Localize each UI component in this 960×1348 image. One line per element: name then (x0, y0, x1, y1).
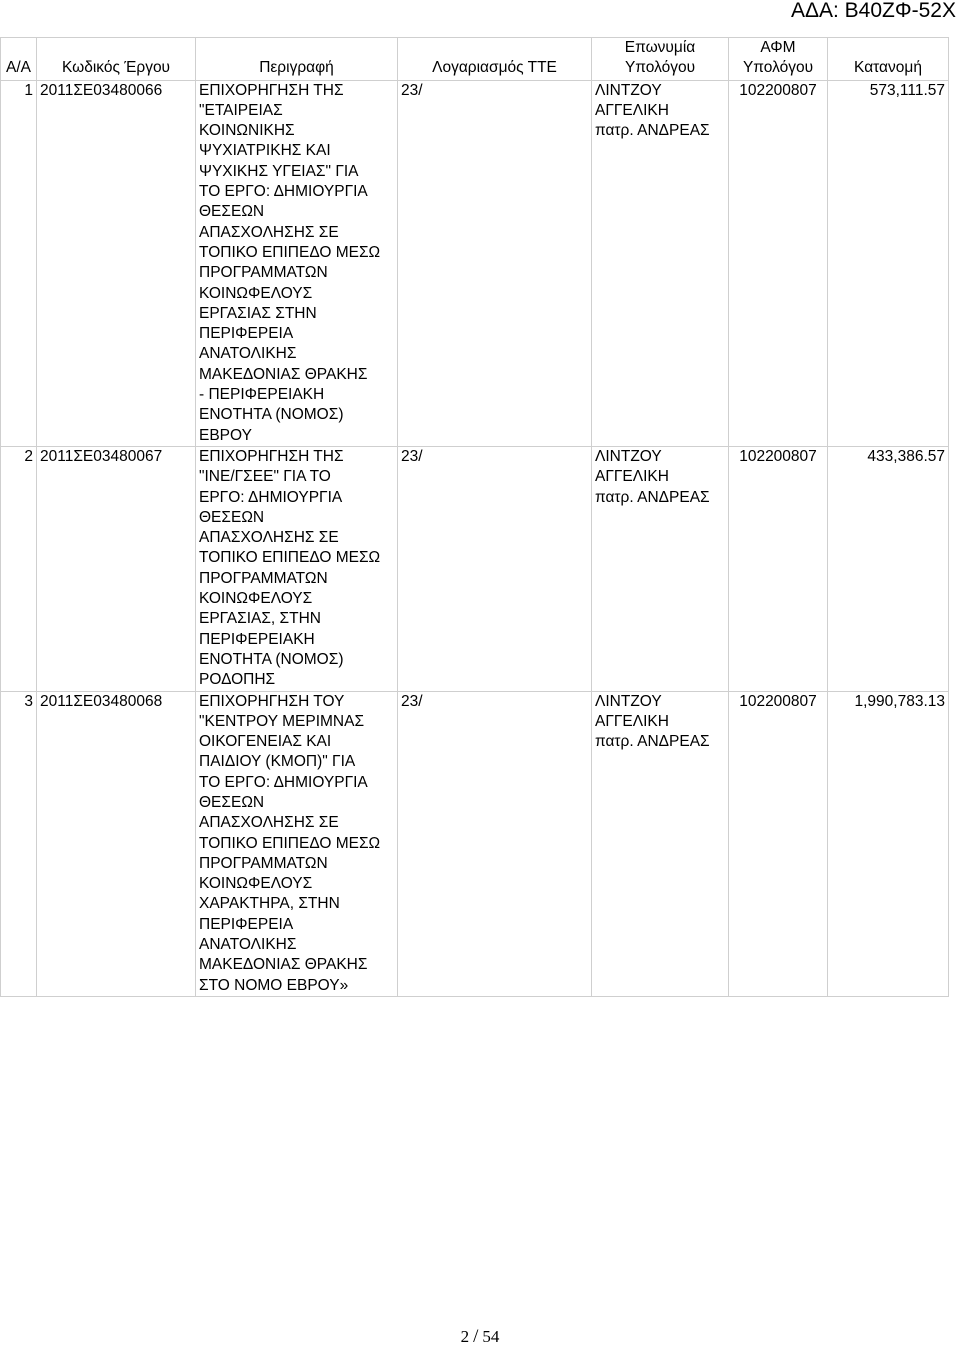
ada-code: ΑΔΑ: Β40ΖΦ-52Χ (790, 0, 956, 22)
table-row (1, 446, 949, 691)
vendor-name: ΛΙΝΤΖΟΥ ΑΓΓΕΛΙΚΗ πατρ. ΑΝΔΡΕΑΣ (592, 80, 729, 446)
project-code: 2011ΣΕ03480068 (37, 691, 196, 996)
table-row (1, 80, 949, 446)
row-index: 3 (1, 691, 37, 996)
allocation-amount: 1,990,783.13 (828, 691, 949, 996)
current-page: 2 (460, 1327, 470, 1346)
vendor-name: ΛΙΝΤΖΟΥ ΑΓΓΕΛΙΚΗ πατρ. ΑΝΔΡΕΑΣ (592, 691, 729, 996)
account-code: 23/ (398, 446, 592, 691)
header-row (1, 38, 949, 81)
project-description: ΕΠΙΧΟΡΗΓΗΣΗ ΤΗΣ "ΕΤΑΙΡΕΙΑΣ ΚΟΙΝΩΝΙΚΗΣ ΨΥΧΙΑΤΡΙΚΗΣ ΚΑΙ ΨΥΧΙΚΗΣ ΥΓΕΙΑΣ" ΓΙΑ ΤΟ ΕΡΓΟ: ΔΗΜΙΟΥΡΓΙΑ ΘΕΣΕΩΝ ΑΠΑΣΧΟΛΗΣΗΣ ΣΕ ΤΟΠΙΚΟ ΕΠΙΠΕΔΟ ΜΕΣΩ ΠΡΟΓΡΑΜΜΑΤΩΝ ΚΟΙΝΩΦΕΛΟΥΣ ΕΡΓΑΣΙΑΣ ΣΤΗΝ ΠΕΡΙΦΕΡΕΙΑ ΑΝΑΤΟΛΙΚΗΣ ΜΑΚΕΔΟΝΙΑΣ ΘΡΑΚΗΣ - ΠΕΡΙΦΕΡΕΙΑΚΗ ΕΝΟΤΗΤΑ (ΝΟΜΟΣ) ΕΒΡΟΥ (196, 80, 398, 446)
vendor-afm: 102200807 (729, 80, 828, 446)
header-vendor: Επωνυμία Υπολόγου (592, 38, 729, 81)
row-index: 2 (1, 446, 37, 691)
account-code: 23/ (398, 691, 592, 996)
allocation-amount: 573,111.57 (828, 80, 949, 446)
header-description: Περιγραφή (196, 38, 398, 81)
vendor-afm: 102200807 (729, 691, 828, 996)
project-code: 2011ΣΕ03480067 (37, 446, 196, 691)
project-description: ΕΠΙΧΟΡΗΓΗΣΗ ΤΟΥ "ΚΕΝΤΡΟΥ ΜΕΡΙΜΝΑΣ ΟΙΚΟΓΕΝΕΙΑΣ ΚΑΙ ΠΑΙΔΙΟΥ (ΚΜΟΠ)" ΓΙΑ ΤΟ ΕΡΓΟ: ΔΗΜΙΟΥΡΓΙΑ ΘΕΣΕΩΝ ΑΠΑΣΧΟΛΗΣΗΣ ΣΕ ΤΟΠΙΚΟ ΕΠΙΠΕΔΟ ΜΕΣΩ ΠΡΟΓΡΑΜΜΑΤΩΝ ΚΟΙΝΩΦΕΛΟΥΣ ΧΑΡΑΚΤΗΡΑ, ΣΤΗΝ ΠΕΡΙΦΕΡΕΙΑ ΑΝΑΤΟΛΙΚΗΣ ΜΑΚΕΔΟΝΙΑΣ ΘΡΑΚΗΣ ΣΤΟ ΝΟΜΟ ΕΒΡΟΥ» (196, 691, 398, 996)
project-allocation-table (0, 37, 949, 997)
allocation-amount: 433,386.57 (828, 446, 949, 691)
account-code: 23/ (398, 80, 592, 446)
row-index: 1 (1, 80, 37, 446)
table-row (1, 691, 949, 996)
header-account: Λογαριασμός ΤΤΕ (398, 38, 592, 81)
total-pages: 54 (482, 1327, 500, 1346)
page-number (0, 1326, 960, 1348)
header-code: Κωδικός Έργου (37, 38, 196, 81)
vendor-name: ΛΙΝΤΖΟΥ ΑΓΓΕΛΙΚΗ πατρ. ΑΝΔΡΕΑΣ (592, 446, 729, 691)
project-code: 2011ΣΕ03480066 (37, 80, 196, 446)
page-separator: / (473, 1326, 479, 1347)
header-allocation: Κατανομή (828, 38, 949, 81)
header-afm: ΑΦΜ Υπολόγου (729, 38, 828, 81)
vendor-afm: 102200807 (729, 446, 828, 691)
project-description: ΕΠΙΧΟΡΗΓΗΣΗ ΤΗΣ "ΙΝΕ/ΓΣΕΕ" ΓΙΑ ΤΟ ΕΡΓΟ: ΔΗΜΙΟΥΡΓΙΑ ΘΕΣΕΩΝ ΑΠΑΣΧΟΛΗΣΗΣ ΣΕ ΤΟΠΙΚΟ ΕΠΙΠΕΔΟ ΜΕΣΩ ΠΡΟΓΡΑΜΜΑΤΩΝ ΚΟΙΝΩΦΕΛΟΥΣ ΕΡΓΑΣΙΑΣ, ΣΤΗΝ ΠΕΡΙΦΕΡΕΙΑΚΗ ΕΝΟΤΗΤΑ (ΝΟΜΟΣ) ΡΟΔΟΠΗΣ (196, 446, 398, 691)
header-index: Α/Α (1, 38, 37, 81)
